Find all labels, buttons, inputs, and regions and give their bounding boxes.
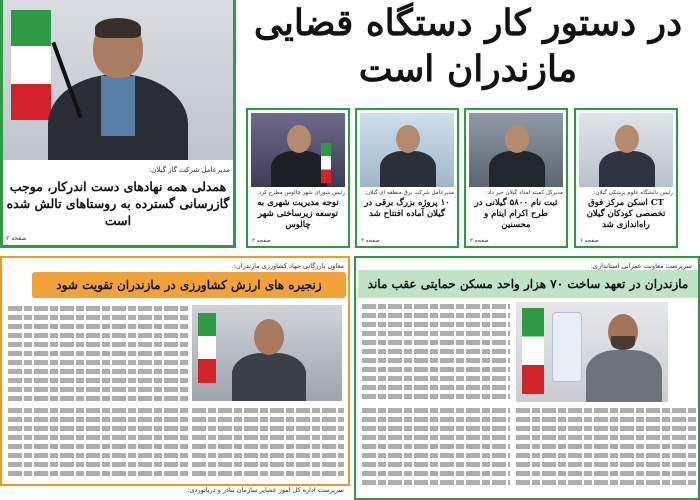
iran-flag-icon: [522, 308, 544, 394]
mini-story-title[interactable]: ثبت نام ۵۸۰۰ گیلانی در طرح اکرام ایتام و محسنین: [474, 198, 558, 230]
right-article-body-text: [362, 304, 510, 403]
main-headline: [236, 0, 700, 98]
mini-story-title[interactable]: ۱۰ پروژه بزرگ برقی در گیلان آماده افتتاح شد: [364, 198, 450, 219]
headline-line-1: در دستور کار دستگاه قضایی: [253, 2, 683, 44]
lead-story-page: صفحه ۲: [6, 235, 27, 242]
mini-story-page: صفحه ۲: [361, 238, 380, 244]
mini-story-photo: [360, 113, 454, 187]
mini-story-page: صفحه ۲: [252, 238, 271, 244]
left-article-kicker: معاون بازرگانی جهاد کشاورزی مازندران:: [233, 262, 344, 270]
mini-story-caption: رئیس دانشگاه علوم پزشکی گیلان:: [593, 190, 673, 196]
mini-story-photo: [469, 113, 563, 187]
headline-line-2: مازندران است: [358, 48, 578, 90]
mini-story-title[interactable]: CT اسکن مرکز فوق تخصصی کودکان گیلان راه‌اندازی شد: [586, 198, 666, 230]
right-article-body-text-2: [516, 408, 696, 489]
mini-story-page: صفحه ۶: [580, 238, 599, 244]
left-article-photo: [192, 305, 342, 401]
mini-story-3[interactable]: [355, 108, 459, 248]
lead-story-caption: مدیرعامل شرکت گاز گیلان:: [148, 166, 230, 174]
iran-flag-icon: [321, 143, 331, 183]
left-bottom-kicker: سرپرست اداره کل امور عشایر سازمان بنادر و دریانوردی:: [187, 486, 344, 494]
mini-story-caption: رئیس شورای شهر چالوس مطرح کرد:: [256, 190, 345, 196]
left-article-body-text-3: [8, 408, 188, 480]
organization-logo-icon: [552, 312, 582, 382]
mini-story-1[interactable]: [574, 108, 678, 248]
left-article-title[interactable]: زنجیره های ارزش کشاورزی در مازندران تقویت شود: [56, 278, 322, 292]
lead-story-photo: [3, 0, 233, 160]
mini-story-photo: [251, 113, 345, 187]
mini-story-caption: مدیرکل کمیته امداد گیلان خبر داد:: [485, 190, 563, 196]
mini-story-4[interactable]: [246, 108, 350, 248]
mini-story-photo: [579, 113, 673, 187]
lead-story-title[interactable]: همدلی همه نهادهای دست اندرکار، موجب گازرسانی گسترده به روستاهای تالش شده است: [6, 179, 230, 228]
right-article-kicker: سرپرست معاونت عمرانی استانداری:: [590, 262, 692, 270]
mini-story-2[interactable]: [464, 108, 568, 248]
speaker-photo: [43, 18, 193, 160]
mini-story-page: صفحه ۲: [470, 238, 489, 244]
right-article-title[interactable]: مازندران در تعهد ساخت ۷۰ هزار واحد مسکن حمایتی عقب ماند: [367, 277, 689, 291]
left-article-body-text-2: [192, 408, 344, 480]
right-article-body-text-3: [362, 408, 510, 489]
iran-flag-icon: [198, 313, 216, 383]
right-article-photo: [516, 302, 668, 402]
mini-story-caption: مدیرعامل شرکت برق منطقه ای گیلان:: [364, 190, 454, 196]
left-article-body-text: [8, 306, 188, 405]
mini-story-title[interactable]: توجه مدیریت شهری به توسعه زیرساختی شهر چالوس: [257, 198, 339, 230]
